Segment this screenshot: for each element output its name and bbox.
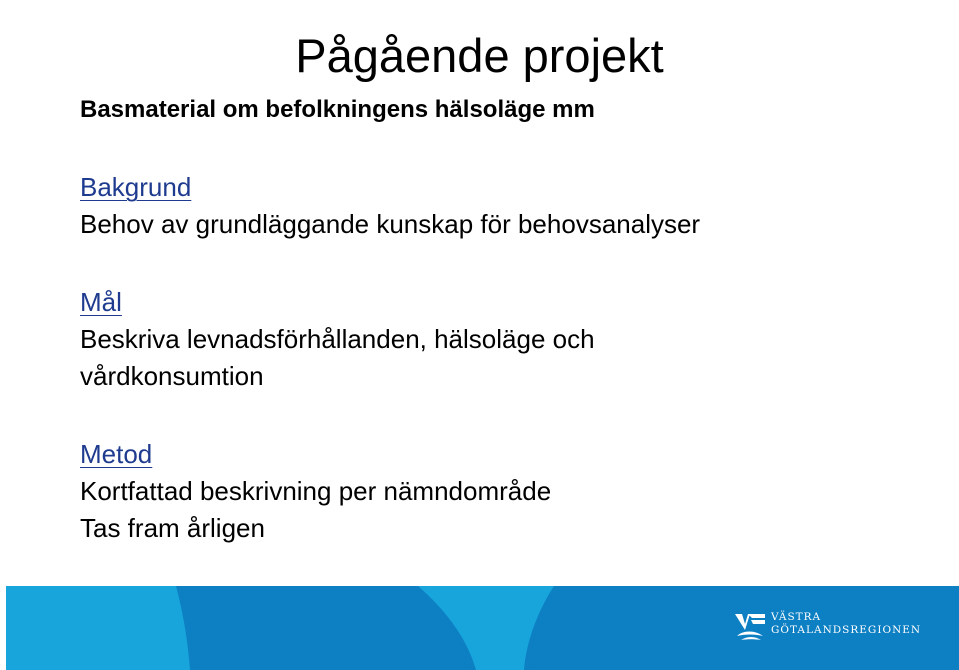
section-metod (80, 436, 551, 547)
section-bakgrund (80, 169, 700, 243)
section-text-line: vårdkonsumtion (80, 361, 264, 391)
section-text-line: Behov av grundläggande kunskap för behovsanalyser (80, 209, 701, 239)
vastra-gotalandsregionen-logo (733, 608, 922, 652)
logo-line-2: GÖTALANDSREGIONEN (771, 624, 922, 636)
section-text-line: Tas fram årligen (80, 513, 265, 543)
section-heading-metod: Metod (80, 439, 153, 469)
slide-subtitle: Basmaterial om befolkningens hälsoläge mm (80, 96, 595, 123)
section-mal (80, 284, 595, 395)
section-heading-mal: Mål (80, 287, 122, 317)
section-text-line: Beskriva levnadsförhållanden, hälsoläge och (80, 324, 595, 354)
footer-wave-left (6, 586, 190, 670)
footer-wave-mid-left (181, 586, 468, 670)
region-crest-icon (733, 608, 767, 648)
section-text-line: Kortfattad beskrivning per nämndområde (80, 476, 552, 506)
section-heading-bakgrund: Bakgrund (80, 172, 192, 202)
logo-line-1: VÄSTRA (771, 611, 822, 623)
logo-wordmark (771, 611, 921, 637)
page-title: Pågående projekt (295, 29, 664, 83)
